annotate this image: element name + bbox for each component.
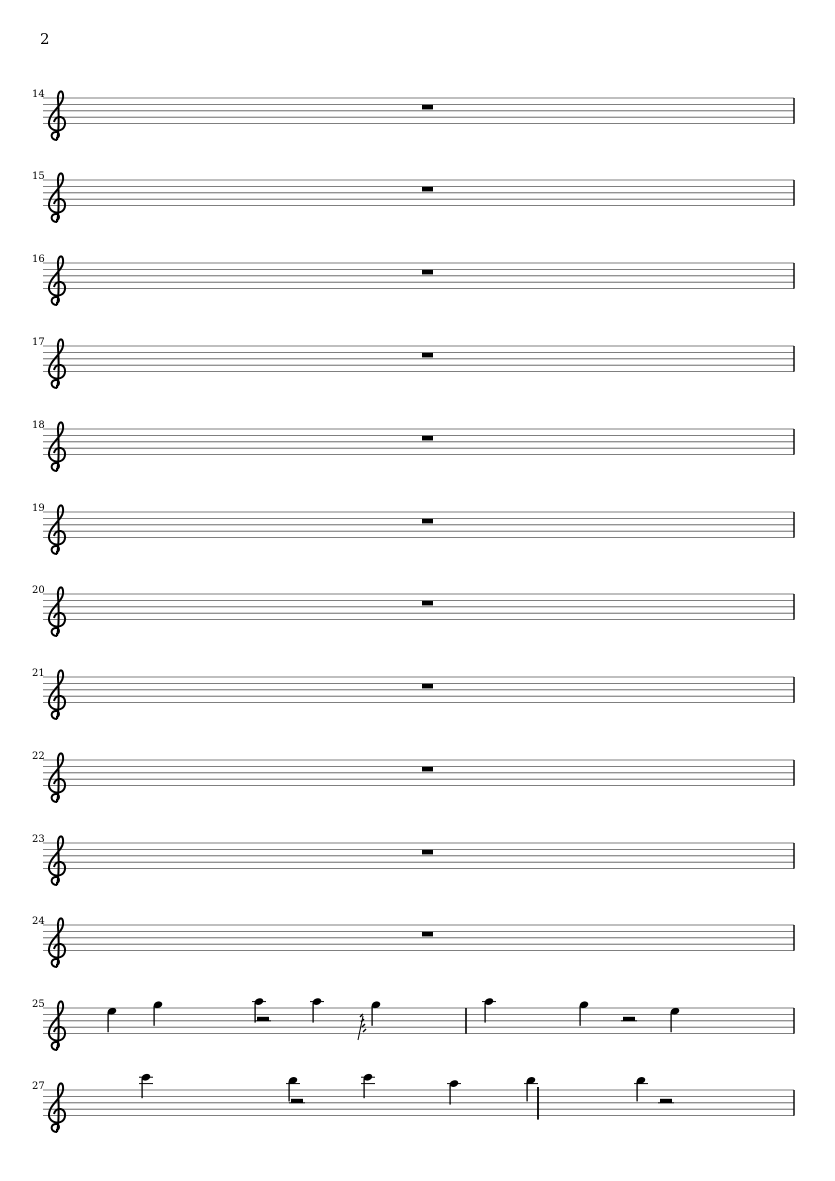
- half-rest: [291, 1099, 303, 1103]
- treble-clef-icon: [49, 1083, 65, 1132]
- whole-rest: [422, 270, 433, 275]
- treble-clef-shape: [49, 422, 65, 471]
- treble-clef-icon: [49, 836, 65, 885]
- whole-rest: [422, 684, 433, 689]
- treble-clef-icon: [49, 587, 65, 636]
- treble-clef-icon: [49, 918, 65, 967]
- treble-clef-icon: [49, 91, 65, 140]
- rest-stem: [358, 1016, 363, 1040]
- whole-rest: [422, 105, 433, 110]
- rest-flag: [362, 1024, 365, 1027]
- treble-clef-icon: [49, 753, 65, 802]
- treble-clef-icon: [49, 1001, 65, 1050]
- whole-rest: [422, 436, 433, 441]
- treble-clef-shape: [49, 256, 65, 305]
- treble-clef-icon: [49, 339, 65, 388]
- measure-number: 18: [32, 420, 45, 431]
- half-rest: [257, 1017, 269, 1021]
- measure-number: 19: [32, 503, 45, 514]
- treble-clef-icon: [49, 256, 65, 305]
- rest-flag: [363, 1029, 366, 1032]
- treble-clef-shape: [49, 1001, 65, 1050]
- treble-clef-shape: [49, 670, 65, 719]
- treble-clef-icon: [49, 505, 65, 554]
- whole-rest: [422, 932, 433, 937]
- half-rest: [623, 1017, 635, 1021]
- whole-rest: [422, 767, 433, 772]
- measure-number: 21: [32, 668, 45, 679]
- treble-clef-shape: [49, 836, 65, 885]
- treble-clef-shape: [49, 918, 65, 967]
- treble-clef-shape: [49, 505, 65, 554]
- treble-clef-shape: [49, 1083, 65, 1132]
- treble-clef-shape: [49, 339, 65, 388]
- page-number: 2: [40, 30, 50, 48]
- treble-clef-shape: [49, 587, 65, 636]
- whole-rest: [422, 353, 433, 358]
- measure-number: 22: [32, 751, 45, 762]
- measure-number: 14: [32, 89, 45, 100]
- treble-clef-icon: [49, 173, 65, 222]
- treble-clef-shape: [49, 173, 65, 222]
- measure-number: 27: [32, 1081, 45, 1092]
- measure-number: 20: [32, 585, 45, 596]
- whole-rest: [422, 519, 433, 524]
- half-rest: [660, 1099, 672, 1103]
- measure-number: 15: [32, 171, 45, 182]
- measure-number: 16: [32, 254, 45, 265]
- measure-number: 17: [32, 337, 45, 348]
- treble-clef-icon: [49, 422, 65, 471]
- measure-number: 23: [32, 834, 45, 845]
- whole-rest: [422, 850, 433, 855]
- treble-clef-shape: [49, 91, 65, 140]
- measure-number: 24: [32, 916, 45, 927]
- treble-clef-shape: [49, 753, 65, 802]
- treble-clef-icon: [49, 670, 65, 719]
- measure-number: 25: [32, 999, 45, 1010]
- whole-rest: [422, 187, 433, 192]
- whole-rest: [422, 601, 433, 606]
